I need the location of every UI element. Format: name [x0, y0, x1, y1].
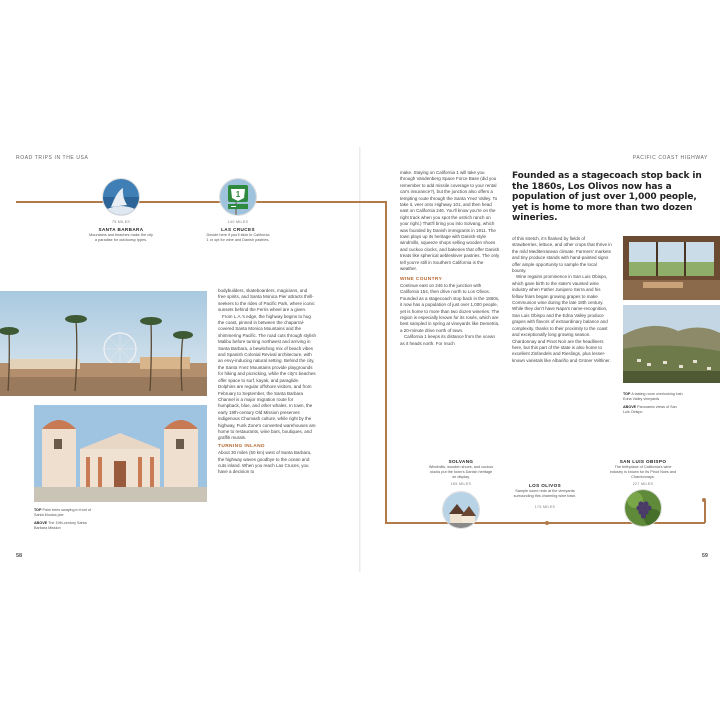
- caption-santa-monica: TOP Palm trees swaying in front of Santa Monica pier: [34, 508, 91, 517]
- stop-santa-barbara: [88, 178, 154, 243]
- book-gutter: [359, 147, 361, 572]
- santa-monica-pier-photo: [0, 291, 207, 396]
- stop-miles: 75 MILES: [111, 220, 131, 224]
- running-head-right: PACIFIC COAST HIGHWAY: [632, 155, 708, 161]
- stop-miles: 140 MILES: [227, 220, 249, 224]
- section-heading: TURNING INLAND: [218, 443, 265, 449]
- column-right-text: [512, 236, 612, 364]
- santa-barbara-mission-photo: [34, 405, 207, 502]
- paragraph: About 30 miles (50 km) west of Santa Barbara, the highway waves goodbye to the ocean and cuts inland. When you reach Las Cruces, you have a decision to: [218, 450, 312, 475]
- stop-miles: 165 MILES: [450, 482, 472, 486]
- paragraph: From L.A.'s edge, the highway begins to hug the coast, pinned in between the chaparral-covered Santa Monica Mountains and the shimmering Pacific. The road cuts through stylish Malibu before turning northwest and arriving in Santa Barbara, a bewitching mix of beach vibes and Spanish Colonial Revival architecture, with an envy-inducing natural setting. Behind the city, the Santa Ynez Mountains provide playgrounds for hiking and picnicking, while the city's beaches offer space to surf, kayak, and paraglide. Dolphins are regular offshore visitors, and from February to September, the Santa Barbara Channel is a major migration route for humpback, blue, and other whales. In town, the early 19th-century Old Mission preserves indigenous Chumash culture, while right by the highway, Funk Zone's converted warehouses are home to restaurants, wine bars, boutiques, and graffiti murals.: [218, 313, 316, 441]
- grapes-photo: [624, 489, 662, 527]
- highway-sign-number: 1: [235, 190, 241, 199]
- stop-miles: 175 MILES: [534, 505, 556, 509]
- page-number-left: 58: [16, 553, 23, 559]
- caption-san-luis-obispo: ABOVE Panoramic views of San Luis Obispo: [623, 405, 677, 414]
- stop-name: SAN LUIS OBISPO: [619, 459, 667, 464]
- paragraph: Wine regains prominence in San Luis Obispo, which gave birth to the state's vaunted wine industry when Father Junipero Serra and his fellow friars began growing grapes to make Communion wine during the late 18th century. While they don't have Napa's name-recognition, San Luis Obispo and the Edna Valley produce grapes with flavors of extraordinary balance and complexity, thanks to their proximity to the coast and exceptionally long growing season. Chardonnay and Pinot Noir are the headliners here, but this part of the state is also home to excellent Zinfandels and Rieslings, plus lesser-known varietals like Albariño and Grüner Veltliner.: [512, 274, 611, 363]
- tasting-room-photo: [623, 236, 720, 300]
- paragraph: of this stretch, it's flanked by fields of strawberries, lettuce, and other crops that thrive in the mild Mediterranean climate. Farmers' markets and tiny produce stands with hand-painted signs offer ample opportunity to sample the local bounty.: [512, 236, 612, 274]
- paragraph: California 1 keeps its distance from the ocean as it heads north. For much: [400, 334, 496, 346]
- highway-sign-photo: [219, 178, 257, 216]
- caption-santa-barbara-mission: ABOVE The 19th-century Santa Barbara Mission: [34, 521, 87, 530]
- san-luis-obispo-view-photo: [623, 305, 720, 383]
- stop-los-olivos: [512, 480, 578, 509]
- page-number-right: 59: [701, 553, 708, 559]
- stop-desc: Decide here if you'll stick to California 1 or opt for wine and Danish pastries.: [206, 233, 270, 242]
- stop-san-luis-obispo: [608, 456, 678, 527]
- stop-solvang: [428, 456, 494, 529]
- route-dot: [545, 521, 549, 525]
- paragraph: Continue east on 246 to the junction with California 154, then drive north to Los Olivos. Founded as a stagecoach stop back in the 1860s, it now has a population of just over 1,000 people, yet is home to more than two dozen wineries. The region is especially known for its rosés, which are best sampled in spring at vineyards like Demetria, a 20-minute drive north of town.: [400, 282, 500, 333]
- stop-miles: 227 MILES: [632, 482, 654, 486]
- column-left-text: [218, 288, 316, 476]
- stop-name: LAS CRUCES: [221, 227, 255, 232]
- stop-name: SOLVANG: [448, 459, 474, 464]
- paragraph: make. Staying on California 1 will take you through Vandenberg Space Force Base (did you remember to add missile coverage to your rental car's insurance?), but the junction also offers a tempting route through the Santa Ynez Valley. To take it, veer onto Highway 101, and then head east on California 246. You'll know you're on the right track when you spot the ostrich ranch on your right.) That'll bring you into Solvang, which was founded by Danish immigrants in 1911. The town plays up its heritage with Danish-style windmills, squeeze shops selling wooden shoes and cuckoo clocks, and bakeries that offer Danish treats like spherical aebleskiver pastries. The only tell you're still in Southern California is the weather.: [400, 170, 500, 272]
- section-heading: WINE COUNTRY: [400, 276, 443, 282]
- stop-desc: The birthplace of California's wine industry is known for its Pinot Noirs and Chardonnays.: [609, 465, 677, 479]
- stop-desc: Sample some reds at the vineyards surrounding this charming wine town.: [513, 489, 577, 498]
- stop-desc: Mountains and beaches make the city a paradise for outdoorsy types.: [89, 233, 153, 242]
- stop-name: SANTA BARBARA: [98, 227, 144, 232]
- caption-tasting-room: TOP A tasting room overlooking lush Edna Valley vineyards: [623, 392, 683, 401]
- column-middle-text: [400, 170, 500, 347]
- stop-desc: Windmills, wooden shoes, and cuckoo clocks put the town's Danish heritage on display.: [428, 465, 494, 479]
- solvang-photo: [442, 491, 480, 529]
- whale-photo: [102, 178, 140, 216]
- pull-quote: Founded as a stagecoach stop back in the 1860s, Los Olivos now has a population of just over 1,000 people, yet is home to more than two dozen wineries.: [512, 171, 702, 224]
- stop-las-cruces: [205, 178, 271, 243]
- stop-name: LOS OLIVOS: [528, 483, 562, 488]
- running-head-left: ROAD TRIPS IN THE USA: [16, 155, 89, 161]
- paragraph: bodybuilders, skateboarders, magicians, and free spirits, and Santa Monica Pier attracts thrill-seekers to the rides of Pacific Park, where iconic sunsets behind the Ferris wheel are a given.: [218, 288, 315, 313]
